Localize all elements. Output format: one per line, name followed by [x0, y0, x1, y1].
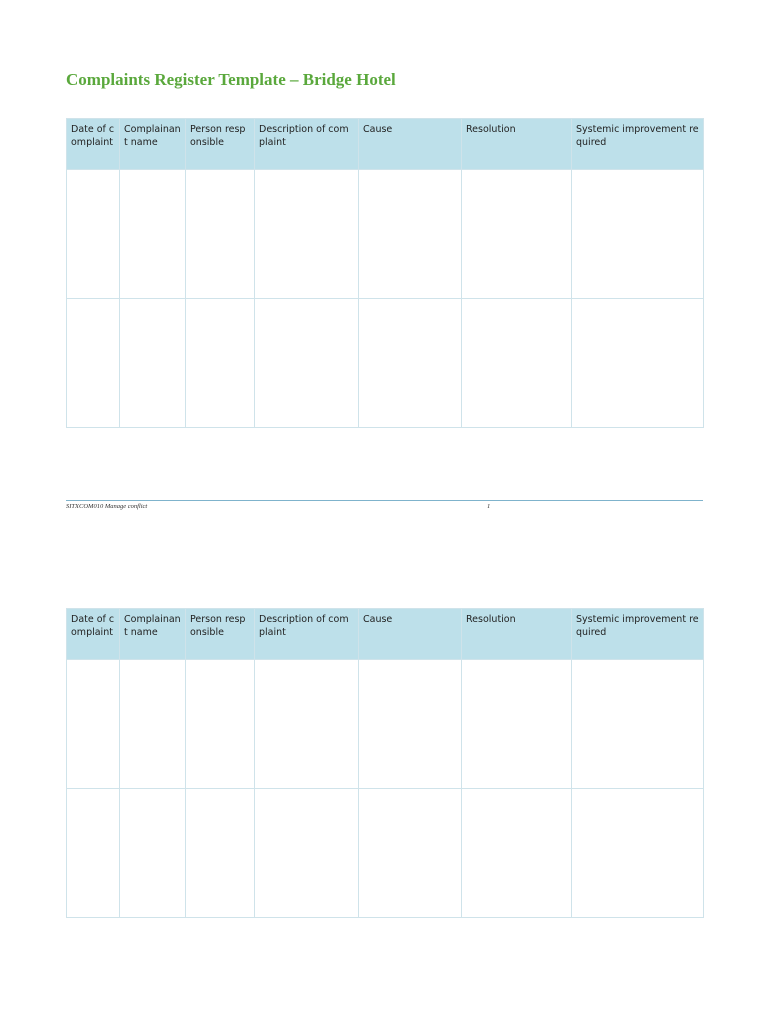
table-cell [186, 299, 255, 428]
footer-course-label: SITXCOM010 Manage conflict [66, 503, 148, 510]
table-cell [186, 789, 255, 918]
table-cell [120, 299, 186, 428]
table-cell [462, 170, 572, 299]
table-cell [120, 170, 186, 299]
complaints-register-table [66, 118, 704, 428]
header-resolution: Resolution [462, 609, 572, 660]
complaints-register-table-page-2 [66, 608, 704, 918]
table-cell [255, 660, 359, 789]
table-cell [359, 660, 462, 789]
footer-rule [66, 500, 703, 501]
table-header-row [67, 119, 704, 170]
header-resolution: Resolution [462, 119, 572, 170]
table-cell [186, 660, 255, 789]
table-cell [462, 299, 572, 428]
header-systemic-improvement: Systemic improvement required [572, 609, 704, 660]
table-cell [120, 660, 186, 789]
header-date-of-complaint: Date of complaint [67, 119, 120, 170]
table-cell [359, 299, 462, 428]
header-description-of-complaint: Description of complaint [255, 609, 359, 660]
table-cell [255, 299, 359, 428]
table-cell [462, 789, 572, 918]
table-cell [572, 789, 704, 918]
table-cell [67, 660, 120, 789]
header-cause: Cause [359, 609, 462, 660]
table-row [67, 299, 704, 428]
table-cell [359, 789, 462, 918]
table-cell [67, 789, 120, 918]
table-cell [67, 299, 120, 428]
header-systemic-improvement: Systemic improvement required [572, 119, 704, 170]
table-cell [67, 170, 120, 299]
header-date-of-complaint: Date of complaint [67, 609, 120, 660]
header-person-responsible: Person responsible [186, 609, 255, 660]
table-cell [255, 170, 359, 299]
footer-page-number: 1 [487, 503, 491, 510]
table-cell [572, 660, 704, 789]
header-description-of-complaint: Description of complaint [255, 119, 359, 170]
table-cell [572, 299, 704, 428]
table-row [67, 660, 704, 789]
header-complainant-name: Complainant name [120, 609, 186, 660]
table-header-row [67, 609, 704, 660]
table-cell [120, 789, 186, 918]
table-row [67, 789, 704, 918]
document-title: Complaints Register Template – Bridge Hotel [66, 70, 396, 89]
header-complainant-name: Complainant name [120, 119, 186, 170]
table-cell [462, 660, 572, 789]
table-cell [572, 170, 704, 299]
table-cell [186, 170, 255, 299]
header-cause: Cause [359, 119, 462, 170]
header-person-responsible: Person responsible [186, 119, 255, 170]
table-row [67, 170, 704, 299]
table-cell [359, 170, 462, 299]
table-cell [255, 789, 359, 918]
